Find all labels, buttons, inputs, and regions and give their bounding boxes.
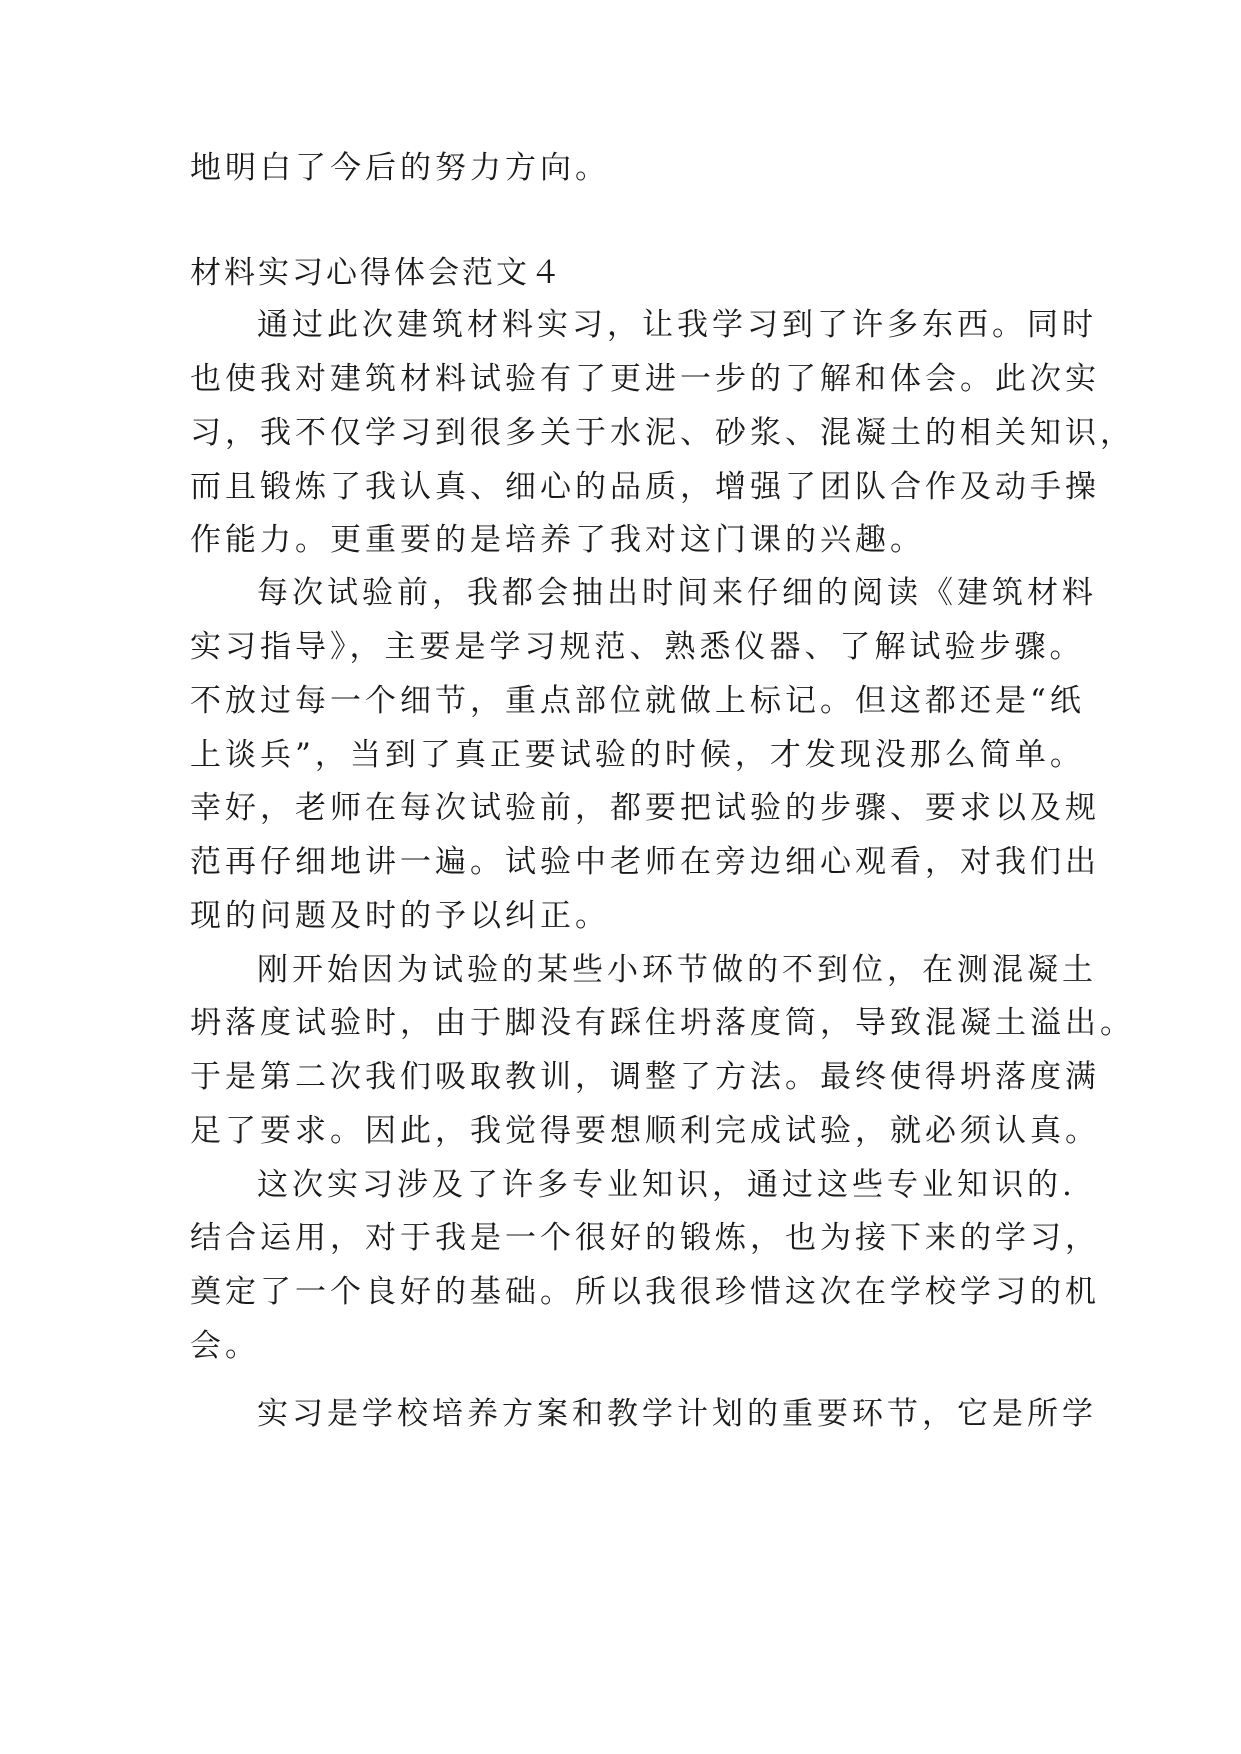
paragraph-line: 会。 [190, 1328, 260, 1364]
paragraph-line: 这次实习涉及了许多专业知识，通过这些专业知识的. [257, 1167, 1076, 1203]
paragraph-line: 也使我对建筑材料试验有了更进一步的了解和体会。此次实 [190, 361, 1100, 397]
section-heading: 材料实习心得体会范文４ [190, 255, 564, 291]
paragraph-line: 幸好，老师在每次试验前，都要把试验的步骤、要求以及规 [190, 790, 1100, 826]
paragraph-line: 习，我不仅学习到很多关于水泥、砂浆、混凝土的相关知识， [190, 415, 1135, 451]
paragraph-line: 而且锻炼了我认真、细心的品质，增强了团队合作及动手操 [190, 469, 1100, 505]
paragraph-line: 足了要求。因此，我觉得要想顺利完成试验，就必须认真。 [190, 1113, 1100, 1149]
paragraph-line: 范再仔细地讲一遍。试验中老师在旁边细心观看，对我们出 [190, 844, 1100, 880]
carryover-line: 地明白了今后的努力方向。 [190, 150, 610, 186]
paragraph-line: 坍落度试验时，由于脚没有踩住坍落度筒，导致混凝土溢出。 [190, 1005, 1135, 1041]
paragraph-line: 于是第二次我们吸取教训，调整了方法。最终使得坍落度满 [190, 1059, 1100, 1095]
paragraph-line: 不放过每一个细节，重点部位就做上标记。但这都还是“纸 [190, 683, 1085, 719]
paragraph-line: 现的问题及时的予以纠正。 [190, 898, 610, 934]
paragraph-line: 刚开始因为试验的某些小环节做的不到位，在测混凝土 [257, 952, 1097, 988]
paragraph-line: 实习指导》，主要是学习规范、熟悉仪器、了解试验步骤。 [190, 629, 1085, 665]
paragraph-line: 奠定了一个良好的基础。所以我很珍惜这次在学校学习的机 [190, 1274, 1100, 1310]
paragraph-line: 上谈兵”，当到了真正要试验的时候，才发现没那么简单。 [190, 737, 1085, 773]
paragraph-line: 通过此次建筑材料实习，让我学习到了许多东西。同时 [257, 307, 1097, 343]
paragraph-line: 每次试验前，我都会抽出时间来仔细的阅读《建筑材料 [257, 575, 1097, 611]
paragraph-line: 实习是学校培养方案和教学计划的重要环节，它是所学 [257, 1396, 1097, 1432]
paragraph-line: 作能力。更重要的是培养了我对这门课的兴趣。 [190, 522, 925, 558]
paragraph-line: 结合运用，对于我是一个很好的锻炼，也为接下来的学习， [190, 1220, 1100, 1256]
